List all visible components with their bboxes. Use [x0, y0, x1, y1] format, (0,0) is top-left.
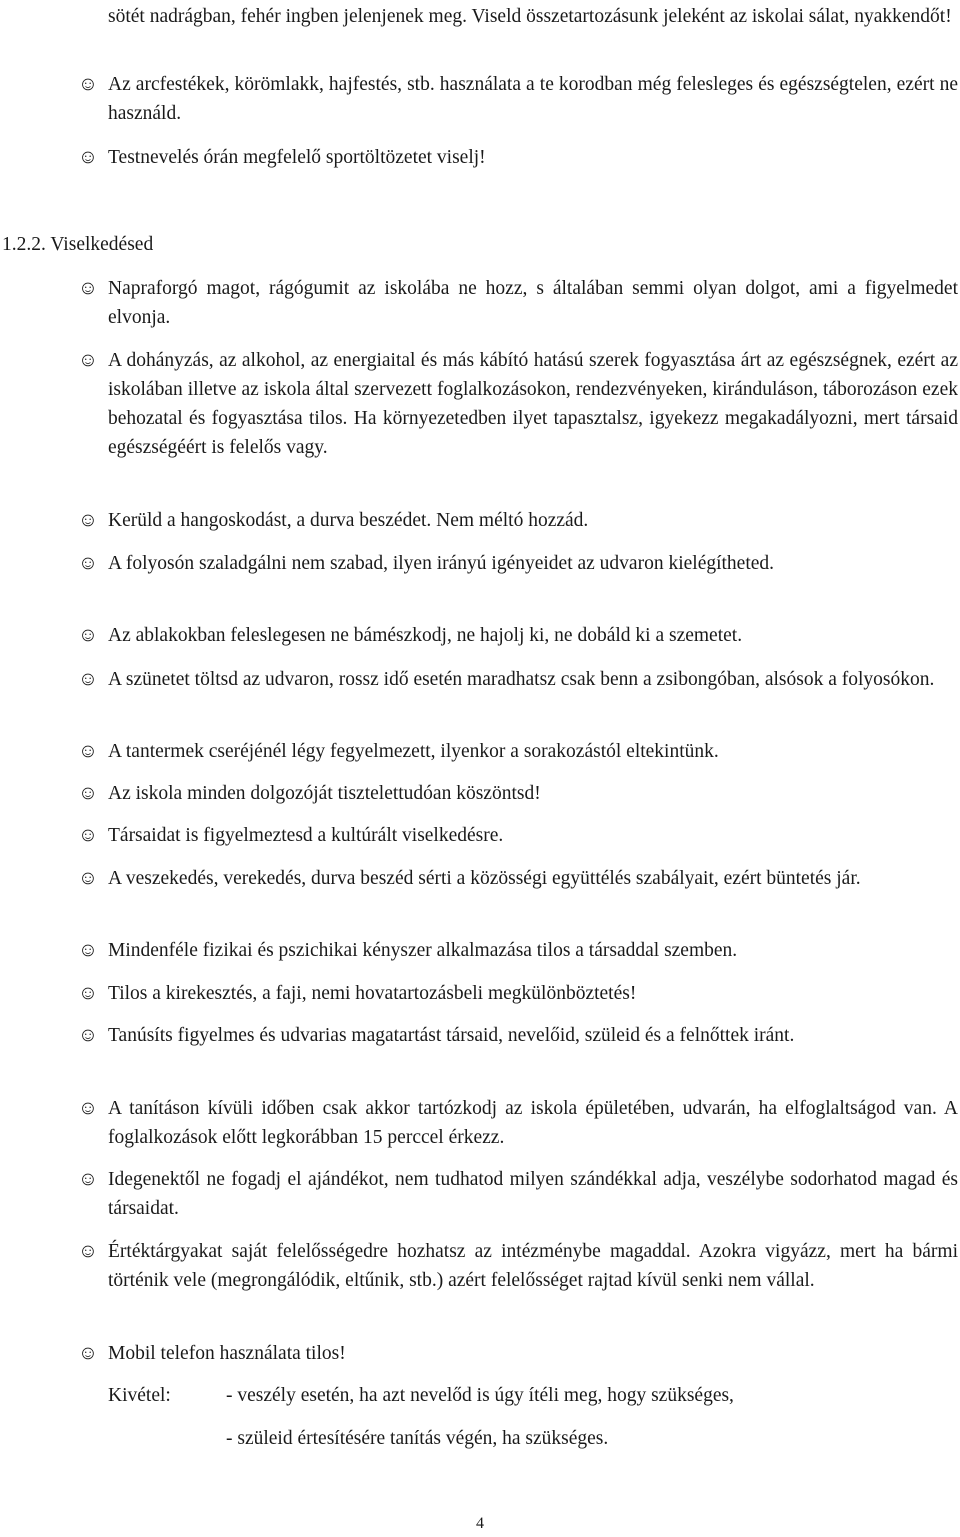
list-item-text: A tantermek cseréjénél légy fegyelmezett, ilyenkor a sorakozástól eltekintünk. [108, 741, 719, 762]
list-item [78, 549, 958, 578]
list-item-text: A dohányzás, az alkohol, az energiaital és más kábító hatású szerek fogyasztása árt az egészségnek, ezért az iskolában illetve az iskola által szervezett foglalkozásokon, rendezvényeken, kiránduláson, táborozáson ezek behozatal és fogyasztása tilos. Ha környezetedben ilyet tapasztalsz, igyekezz megakadályozni, mert társaid egészségéért is felelős vagy. [108, 350, 958, 458]
smiley-icon: ☺ [78, 669, 98, 690]
exception-item: - veszély esetén, ha azt nevelőd is úgy ítéli meg, hogy szükséges, [226, 1385, 734, 1406]
list-item [78, 1165, 958, 1223]
smiley-icon: ☺ [78, 1098, 98, 1119]
exception-item: - szüleid értesítésére tanítás végén, ha szükséges. [226, 1428, 609, 1449]
list-item-text: Mobil telefon használata tilos! [108, 1343, 346, 1364]
list-item-text: A folyosón szaladgálni nem szabad, ilyen irányú igényeidet az udvaron kielégítheted. [108, 553, 775, 574]
list-item-text: A tanításon kívüli időben csak akkor tartózkodj az iskola épületében, udvarán, ha elfoglaltságod van. A foglalkozások előtt legkorábban 15 perccel érkezz. [108, 1098, 958, 1148]
section-heading: 1.2.2. Viselkedésed [2, 234, 154, 255]
smiley-icon: ☺ [78, 741, 98, 762]
smiley-icon: ☺ [78, 74, 98, 95]
smiley-icon: ☺ [78, 983, 98, 1004]
smiley-icon: ☺ [78, 510, 98, 531]
list-item [78, 1021, 958, 1050]
list-item-text: Tilos a kirekesztés, a faji, nemi hovatartozásbeli megkülönböztetés! [108, 983, 637, 1004]
smiley-icon: ☺ [78, 783, 98, 804]
list-item [78, 621, 958, 650]
list-item-text: Az ablakokban feleslegesen ne bámészkodj, ne hajolj ki, ne dobáld ki a szemetet. [108, 625, 743, 646]
list-item [78, 506, 958, 535]
list-item-text: Az iskola minden dolgozóját tisztelettudóan köszöntsd! [108, 783, 541, 804]
smiley-icon: ☺ [78, 1241, 98, 1262]
list-item-text: Napraforgó magot, rágógumit az iskolába ne hozz, s általában semmi olyan dolgot, ami a figyelmedet elvonja. [108, 278, 958, 328]
list-item [78, 864, 958, 893]
list-item [78, 737, 958, 766]
list-item-text: Mindenféle fizikai és pszichikai kényszer alkalmazása tilos a társaddal szemben. [108, 940, 738, 961]
list-item-text: Tanúsíts figyelmes és udvarias magatartást társaid, nevelőid, szüleid és a felnőttek iránt. [108, 1025, 795, 1046]
list-item [78, 979, 958, 1008]
list-item-text: Értéktárgyakat saját felelősségedre hozhatsz az intézménybe magaddal. Azokra vigyázz, mert ha bármi történik vele (megrongálódik, eltűnik, stb.) azért felelősséget rajtad kívül senki nem vállal. [108, 1241, 958, 1291]
intro-paragraph: sötét nadrágban, fehér ingben jelenjenek meg. Viseld összetartozásunk jeleként az iskolai sálat, nyakkendőt! [108, 6, 952, 27]
smiley-icon: ☺ [78, 278, 98, 299]
smiley-icon: ☺ [78, 553, 98, 574]
page-number: 4 [476, 1515, 484, 1532]
list-item [78, 1237, 958, 1295]
list-item [78, 274, 958, 332]
list-item-text: Társaidat is figyelmeztesd a kultúrált viselkedésre. [108, 825, 504, 846]
list-item-text: A veszekedés, verekedés, durva beszéd sérti a közösségi együttélés szabályait, ezért büntetés jár. [108, 868, 861, 889]
list-item [78, 665, 958, 694]
list-item [78, 70, 958, 128]
list-item [78, 1094, 958, 1152]
list-item [78, 143, 958, 172]
smiley-icon: ☺ [78, 147, 98, 168]
smiley-icon: ☺ [78, 1343, 98, 1364]
smiley-icon: ☺ [78, 625, 98, 646]
exception-label: Kivétel: [108, 1385, 171, 1406]
smiley-icon: ☺ [78, 350, 98, 371]
smiley-icon: ☺ [78, 825, 98, 846]
list-item-text: Az arcfestékek, körömlakk, hajfestés, stb. használata a te korodban még felesleges és egészségtelen, ezért ne használd. [108, 74, 958, 124]
list-item [78, 821, 958, 850]
smiley-icon: ☺ [78, 940, 98, 961]
list-item [78, 1339, 958, 1368]
smiley-icon: ☺ [78, 1169, 98, 1190]
list-item-text: Kerüld a hangoskodást, a durva beszédet. Nem méltó hozzád. [108, 510, 589, 531]
list-item [78, 779, 958, 808]
list-item-text: Testnevelés órán megfelelő sportöltözetet viselj! [108, 147, 486, 168]
smiley-icon: ☺ [78, 868, 98, 889]
smiley-icon: ☺ [78, 1025, 98, 1046]
list-item [78, 346, 958, 462]
list-item-text: A szünetet töltsd az udvaron, rossz idő esetén maradhatsz csak benn a zsibongóban, alsósok a folyosókon. [108, 669, 935, 690]
list-item [78, 936, 958, 965]
list-item-text: Idegenektől ne fogadj el ajándékot, nem tudhatod milyen szándékkal adja, veszélybe sodorhatod magad és társaidat. [108, 1169, 958, 1219]
